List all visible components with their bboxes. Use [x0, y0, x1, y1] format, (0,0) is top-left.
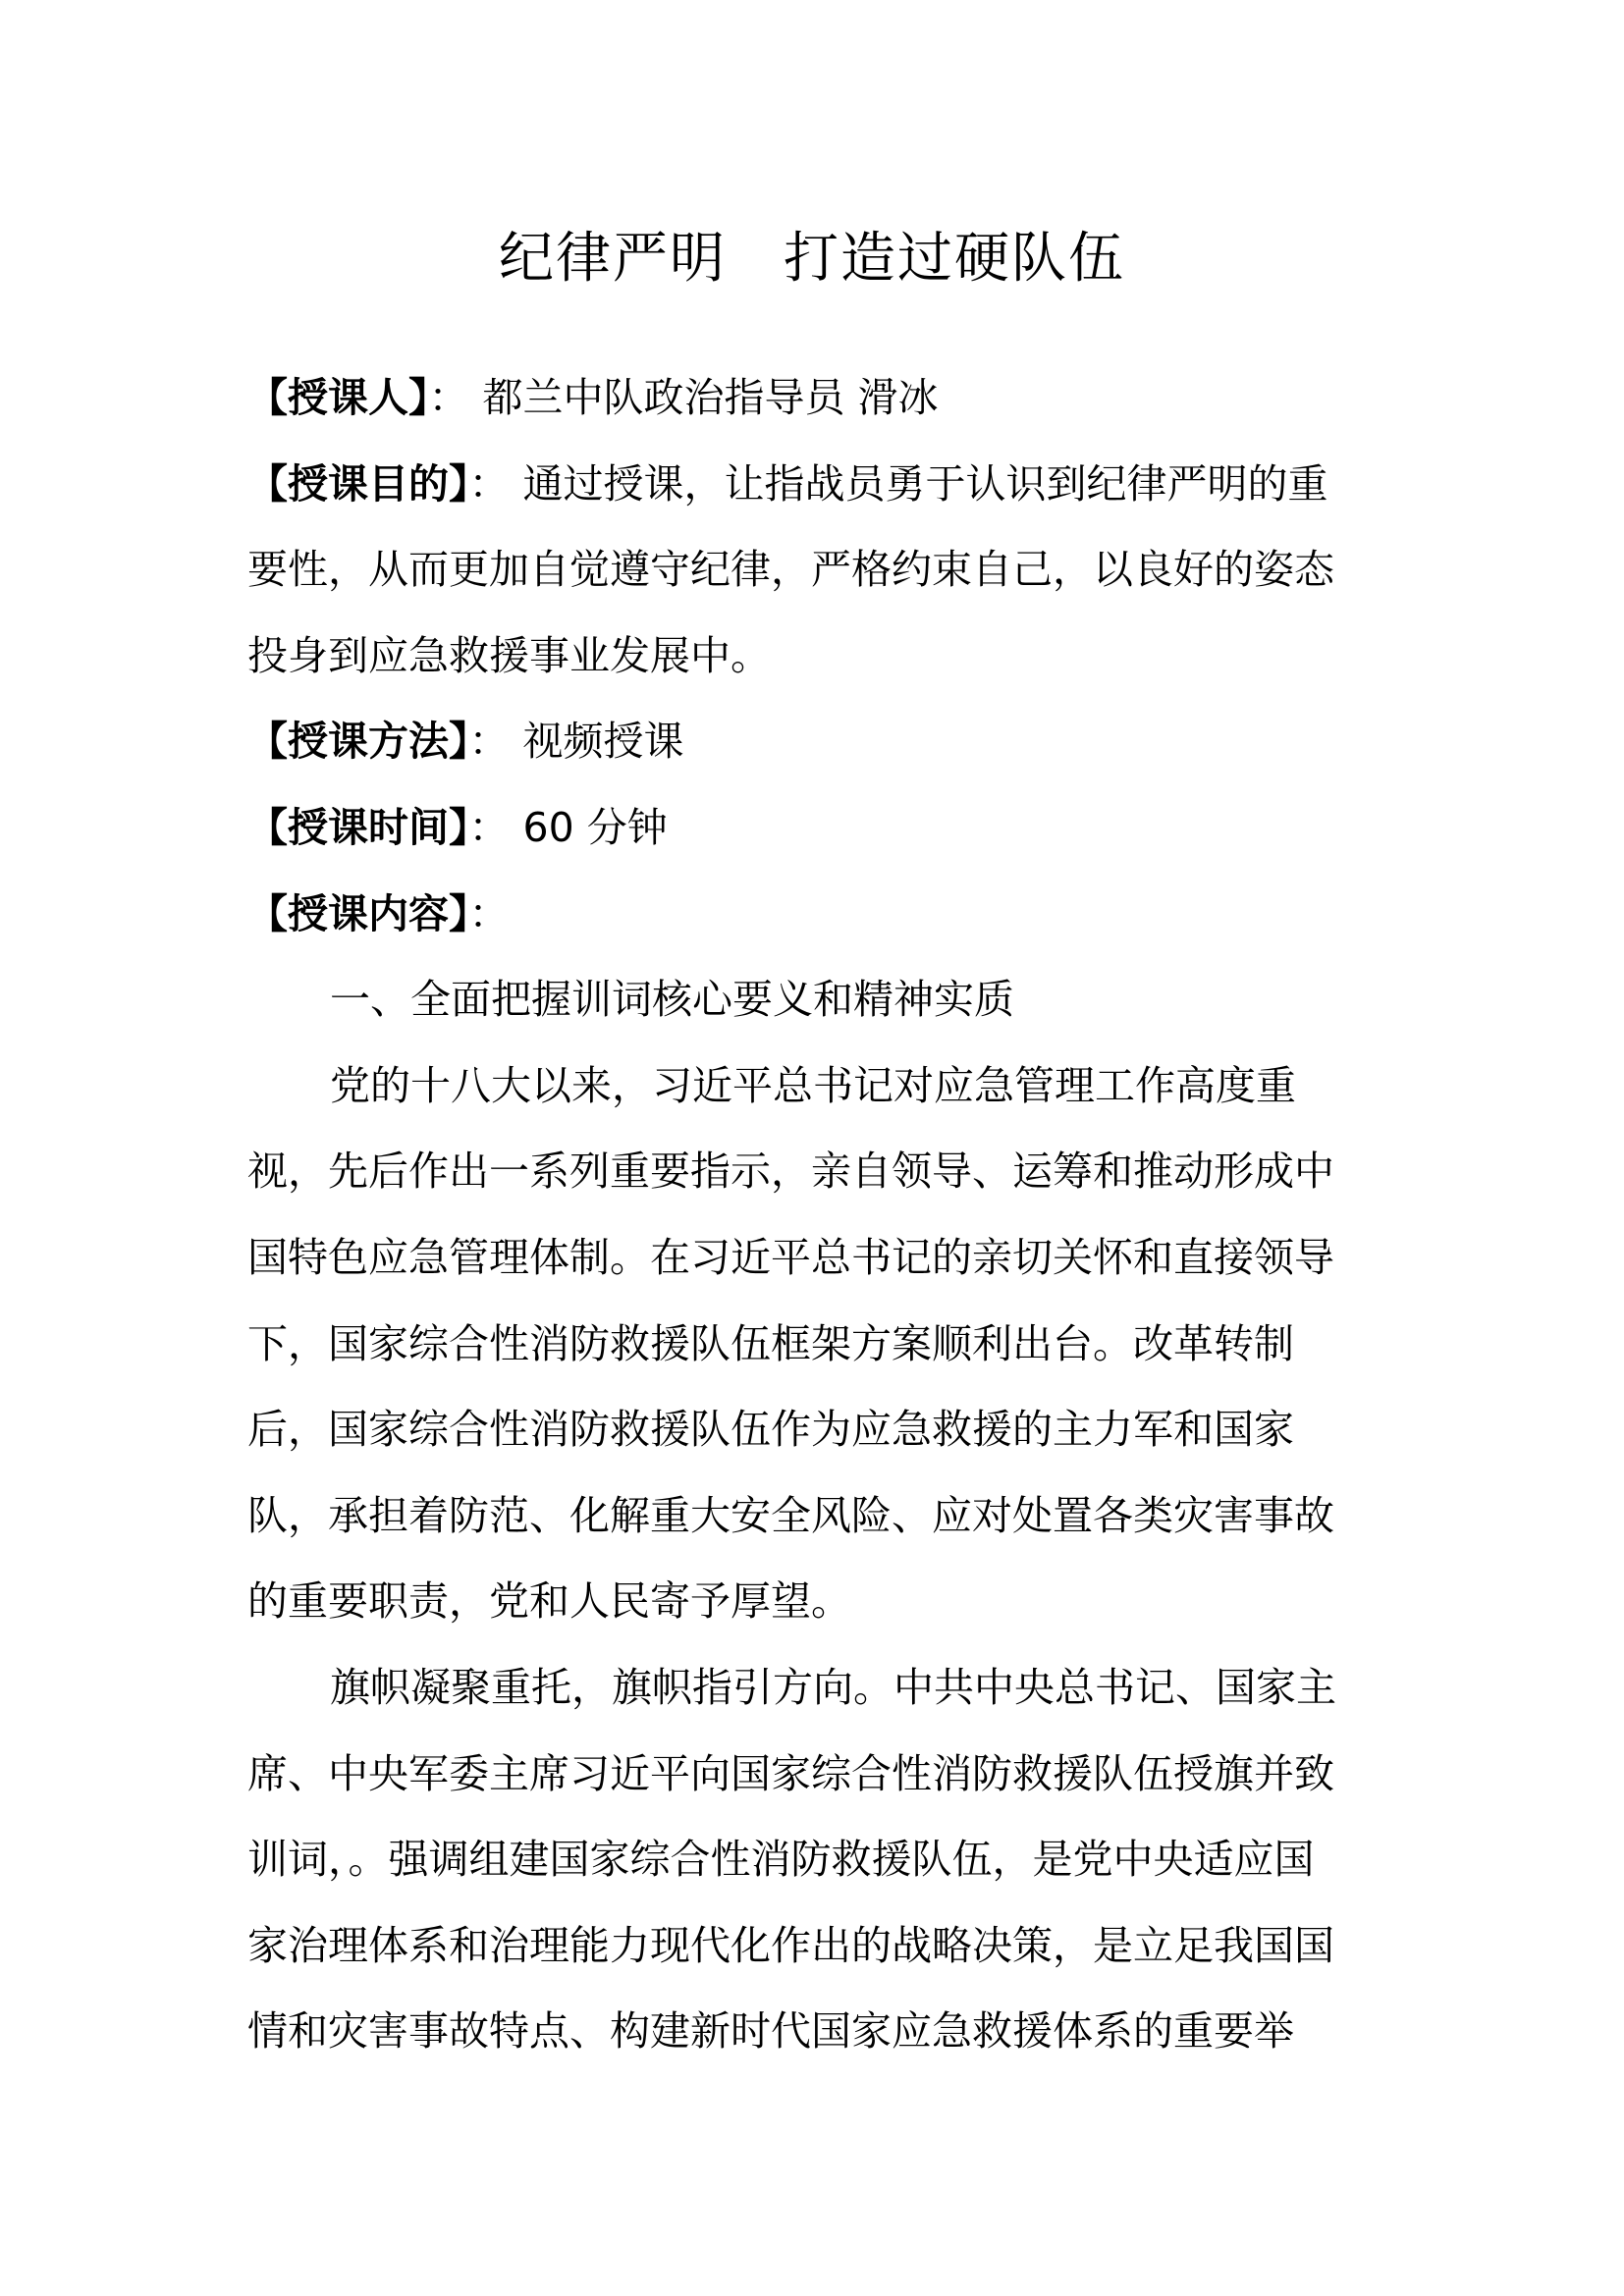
paragraph	[247, 1645, 1386, 2075]
meta-value: 60 分钟	[522, 803, 668, 851]
document-body	[247, 355, 1386, 2075]
paragraph-line: 党的十八大以来，习近平总书记对应急管理工作高度重	[330, 1061, 1296, 1109]
meta-colon: ：	[468, 803, 510, 851]
meta-purpose-line	[247, 442, 1386, 528]
meta-instructor-line	[247, 355, 1386, 442]
paragraph-line: 队，承担着防范、化解重大安全风险、应对处置各类灾害事故	[247, 1491, 1334, 1539]
section-heading: 一、全面把握训词核心要义和精神实质	[330, 976, 1014, 1024]
meta-colon: ：	[468, 459, 510, 507]
paragraph-line: 训词，。强调组建国家综合性消防救援队伍，是党中央适应国	[247, 1836, 1315, 1884]
paragraph-line: 情和灾害事故特点、构建新时代国家应急救援体系的重要举	[247, 2007, 1294, 2056]
meta-colon: ：	[468, 718, 510, 766]
paragraph-line: 视，先后作出一系列重要指示，亲自领导、运筹和推动形成中	[247, 1148, 1334, 1196]
meta-label: 【授课目的】	[247, 459, 469, 507]
meta-label: 【授课人】	[247, 374, 429, 421]
meta-colon: ：	[468, 889, 510, 937]
meta-label: 【授课方法】	[247, 718, 469, 766]
paragraph-line: 的重要职责，党和人民寄予厚望。	[247, 1577, 851, 1626]
meta-label: 【授课时间】	[247, 803, 469, 851]
paragraph-line: 国特色应急管理体制。在习近平总书记的亲切关怀和直接领导	[247, 1233, 1334, 1281]
paragraph	[247, 1043, 1386, 1645]
meta-purpose-continuation: 投身到应急救援事业发展中。	[247, 631, 771, 679]
meta-method-line	[247, 699, 1386, 785]
paragraph-line: 旗帜凝聚重托，旗帜指引方向。中共中央总书记、国家主	[330, 1663, 1336, 1711]
meta-duration-line	[247, 785, 1386, 872]
paragraph-line: 下，国家综合性消防救援队伍框架方案顺利出台。改革转制	[247, 1319, 1294, 1367]
meta-colon: ：	[428, 374, 469, 421]
paragraph-line: 家治理体系和治理能力现代化作出的战略决策，是立足我国国	[247, 1921, 1334, 1969]
meta-content-line	[247, 872, 1386, 958]
paragraph-line: 席、中央军委主席习近平向国家综合性消防救援队伍授旗并致	[247, 1749, 1334, 1797]
meta-purpose-continuation: 要性，从而更加自觉遵守纪律，严格约束自己，以良好的姿态	[247, 546, 1334, 594]
meta-value: 通过授课，让指战员勇于认识到纪律严明的重	[522, 459, 1328, 507]
meta-label: 【授课内容】	[247, 889, 469, 937]
paragraph-line: 后，国家综合性消防救援队伍作为应急救援的主力军和国家	[247, 1406, 1294, 1454]
meta-value: 都兰中队政治指导员 滑冰	[482, 374, 939, 421]
document-title: 纪律严明 打造过硬队伍	[499, 227, 1125, 291]
meta-value: 视频授课	[522, 718, 684, 766]
